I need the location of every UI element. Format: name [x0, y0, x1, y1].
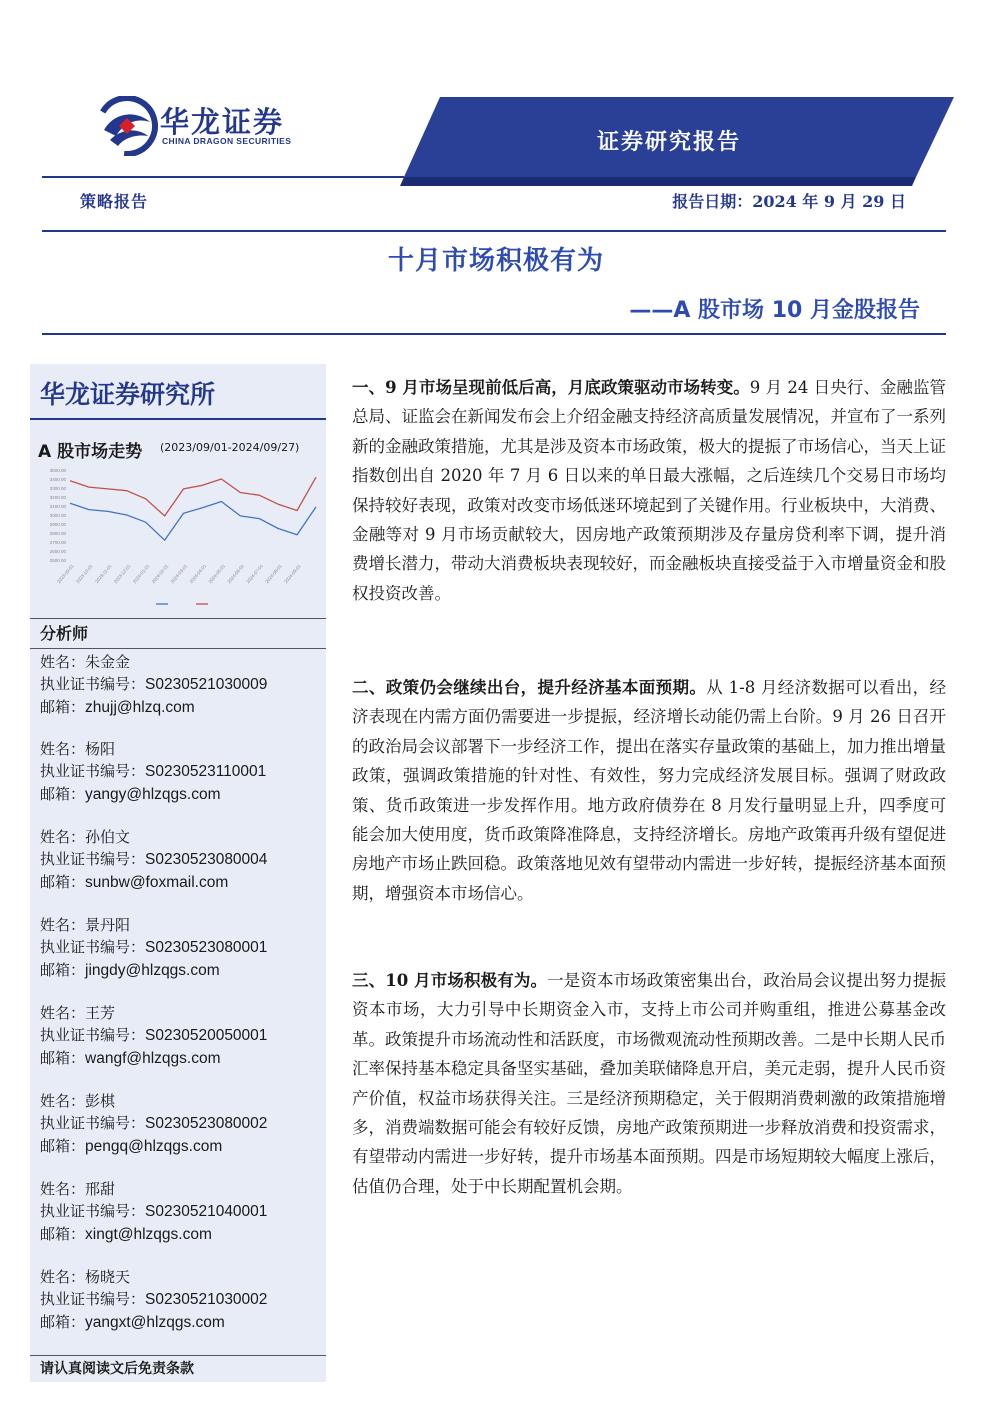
- analyst-email[interactable]: yangxt@hlzqgs.com: [85, 1314, 225, 1332]
- analyst-heading: 分析师: [40, 624, 89, 643]
- name-label: 姓名：: [40, 653, 86, 671]
- x-axis: [56, 563, 302, 584]
- x-tick-label: 2024-07-01: [245, 563, 264, 585]
- name-label: 姓名：: [40, 916, 86, 934]
- analyst-name: 杨阳: [85, 740, 116, 758]
- x-tick-label: 2023-12-01: [112, 563, 132, 585]
- y-tick-label: 3000.00: [49, 513, 66, 518]
- paragraph-3: [352, 966, 946, 1201]
- y-axis: [50, 468, 67, 563]
- y-tick-label: 3100.00: [49, 504, 66, 509]
- y-tick-label: 2500.00: [49, 558, 66, 563]
- trend-date-range: (2023/09/01-2024/09/27): [160, 441, 300, 454]
- analyst-email[interactable]: wangf@hlzqgs.com: [85, 1050, 221, 1068]
- analyst-cert: S0230523110001: [145, 763, 267, 781]
- x-tick-label: 2024-09-01: [283, 563, 302, 585]
- paragraph-1: [352, 373, 946, 608]
- analyst-cert: S0230523080004: [145, 851, 268, 869]
- cert-label: 执业证书编号：: [40, 1114, 146, 1133]
- cert-label: 执业证书编号：: [40, 1026, 146, 1045]
- report-date-label: 报告日期：: [672, 192, 753, 211]
- analyst-name: 彭棋: [85, 1092, 116, 1110]
- x-tick-label: 2023-09-01: [56, 563, 75, 585]
- paragraph-lead: 一、9 月市场呈现前低后高，月底政策驱动市场转变。: [352, 378, 750, 397]
- x-tick-label: 2024-02-01: [150, 563, 170, 585]
- name-label: 姓名：: [40, 1004, 86, 1022]
- divider: [30, 648, 326, 649]
- banner-title: 证券研究报告: [597, 129, 742, 155]
- cert-label: 执业证书编号：: [40, 938, 146, 957]
- y-tick-label: 3200.00: [49, 495, 66, 500]
- x-tick-label: 2024-05-01: [207, 563, 227, 585]
- y-tick-label: 2900.00: [49, 522, 66, 527]
- email-label: 邮箱：: [40, 1137, 86, 1156]
- paragraph-text: 从 1-8 月经济数据可以看出，经济表现在内需方面仍需要进一步提振，经济增长动能仍需上台阶。9 月 26 日召开的政治局会议部署下一步经济工作，提出在落实存量政策的基础上，加力推出增量政策，强调政策措施的针对性、有效性，努力完成经济发展目标。强调了财政政策、货币政策进一步发挥作用。地方政府债券在 8 月发行量明显上升，四季度可能会加大使用度，货币政策降准降息，支持经济增长。房地产政策再升级有望促进房地产市场止跌回稳。政策落地见效有望带动内需进一步好转，提振经济基本面预期，增强资本市场信心。: [352, 678, 947, 903]
- analyst-name: 景丹阳: [85, 916, 131, 934]
- name-label: 姓名：: [40, 1268, 86, 1286]
- trend-title: A 股市场走势: [38, 442, 143, 462]
- institute-name: 华龙证券研究所: [40, 380, 216, 409]
- cert-label: 执业证书编号：: [40, 762, 146, 781]
- email-label: 邮箱：: [40, 698, 86, 717]
- analyst-entry: [40, 1178, 324, 1247]
- analyst-name: 杨晓天: [85, 1268, 131, 1286]
- name-label: 姓名：: [40, 1092, 86, 1110]
- analyst-entry: [40, 1266, 324, 1335]
- brand-name-en: CHINA DRAGON SECURITIES: [162, 136, 292, 146]
- analyst-cert: S0230521030002: [145, 1291, 268, 1309]
- analyst-name: 王芳: [85, 1004, 116, 1022]
- analyst-cert: S0230523080001: [145, 939, 268, 957]
- email-label: 邮箱：: [40, 1049, 86, 1068]
- analyst-entry: [40, 1090, 324, 1159]
- divider: [30, 618, 326, 619]
- email-label: 邮箱：: [40, 1313, 86, 1332]
- analyst-email[interactable]: yangy@hlzqgs.com: [85, 786, 221, 804]
- paragraph-lead: 二、政策仍会继续出台，提升经济基本面预期。: [352, 678, 707, 697]
- y-tick-label: 3500.00: [49, 468, 66, 473]
- name-label: 姓名：: [40, 1180, 86, 1198]
- x-tick-label: 2024-04-01: [188, 563, 208, 585]
- paragraph-text: 一是资本市场政策密集出台，政治局会议提出努力提振资本市场，大力引导中长期资金入市，支持上市公司并购重组，推进公募基金改革。政策提升市场流动性和活跃度，市场微观流动性预期改善。二是中长期人民币汇率保持基本稳定具备坚实基础，叠加美联储降息开启，美元走弱，提升人民币资产价值，权益市场获得关注。三是经济预期稳定，关于假期消费刺激的政策措施增多，消费端数据可能会有较好反馈，房地产政策预期进一步释放消费和投资需求，有望带动内需进一步好转，提升市场基本面预期。四是市场短期较大幅度上涨后，估值仍合理，处于中长期配置机会期。: [352, 971, 946, 1196]
- market-trend-chart: [36, 462, 322, 618]
- y-tick-label: 2600.00: [49, 549, 66, 554]
- analyst-email[interactable]: pengq@hlzqgs.com: [85, 1138, 223, 1156]
- email-label: 邮箱：: [40, 961, 86, 980]
- analyst-email[interactable]: sunbw@foxmail.com: [85, 874, 229, 892]
- x-tick-label: 2024-03-01: [169, 563, 189, 585]
- analyst-cert: S0230521030009: [145, 676, 268, 694]
- analyst-name: 邢甜: [85, 1180, 116, 1198]
- analyst-name: 孙伯文: [85, 828, 131, 846]
- cert-label: 执业证书编号：: [40, 1290, 146, 1309]
- paragraph-text: 9 月 24 日央行、金融监管总局、证监会在新闻发布会上介绍金融支持经济高质量发展情况，并宣布了一系列新的金融政策措施，尤其是涉及资本市场政策，极大的提振了市场信心，当天上证指数创出自 2020 年 7 月 6 日以来的单日最大涨幅，之后连续几个交易日市场均保持较好表现，政策对改变市场低迷环境起到了关键作用。行业板块中，大消费、金融等对 9 月市场贡献较大，因房地产政策预期涉及存量房贷利率下调，提升消费增长潜力，带动大消费板块表现较好，而金融板块直接受益于入市增量资金和股权投资改善。: [352, 378, 946, 603]
- divider: [42, 333, 946, 335]
- paragraph-lead: 三、10 月市场积极有为。: [352, 971, 548, 990]
- divider: [42, 230, 946, 232]
- x-tick-label: 2024-01-01: [131, 563, 151, 585]
- x-tick-label: 2023-11-01: [94, 563, 113, 585]
- report-date: [672, 189, 906, 212]
- name-label: 姓名：: [40, 828, 86, 846]
- name-label: 姓名：: [40, 740, 86, 758]
- analyst-email[interactable]: xingt@hlzqgs.com: [85, 1226, 212, 1244]
- divider: [30, 1355, 326, 1356]
- cert-label: 执业证书编号：: [40, 850, 146, 869]
- brand-name-cn: 华龙证券: [160, 105, 285, 139]
- analyst-entry: [40, 1002, 324, 1071]
- paragraph-2: [352, 673, 946, 908]
- analyst-entry: [40, 826, 324, 895]
- analyst-entry: [40, 651, 324, 720]
- analyst-name: 朱金金: [85, 653, 131, 671]
- cert-label: 执业证书编号：: [40, 1202, 146, 1221]
- series-line: [70, 502, 316, 541]
- y-tick-label: 2800.00: [49, 531, 66, 536]
- report-category: 策略报告: [80, 192, 149, 211]
- chart-series: [70, 477, 316, 540]
- analyst-cert: S0230520050001: [145, 1027, 268, 1045]
- y-tick-label: 3400.00: [49, 477, 66, 482]
- company-logo-icon: [96, 96, 158, 156]
- analyst-email[interactable]: zhujj@hlzq.com: [85, 699, 195, 717]
- y-tick-label: 3300.00: [49, 486, 66, 491]
- page-title: 十月市场积极有为: [387, 246, 604, 276]
- x-tick-label: 2024-06-01: [226, 563, 246, 585]
- disclaimer-link[interactable]: 请认真阅读文后免责条款: [40, 1361, 194, 1377]
- page-subtitle: ——A 股市场 10 月金股报告: [629, 298, 920, 323]
- report-date-value: 2024 年 9 月 29 日: [752, 192, 906, 211]
- cert-label: 执业证书编号：: [40, 675, 146, 694]
- analyst-cert: S0230521040001: [145, 1203, 268, 1221]
- analyst-entry: [40, 738, 324, 807]
- email-label: 邮箱：: [40, 873, 86, 892]
- x-tick-label: 2023-10-01: [75, 563, 94, 585]
- y-tick-label: 2700.00: [49, 540, 66, 545]
- analyst-entry: [40, 914, 324, 983]
- analyst-cert: S0230523080002: [145, 1115, 268, 1133]
- x-tick-label: 2024-08-01: [264, 563, 283, 585]
- divider: [30, 418, 326, 420]
- analyst-email[interactable]: jingdy@hlzqgs.com: [85, 962, 220, 980]
- email-label: 邮箱：: [40, 785, 86, 804]
- email-label: 邮箱：: [40, 1225, 86, 1244]
